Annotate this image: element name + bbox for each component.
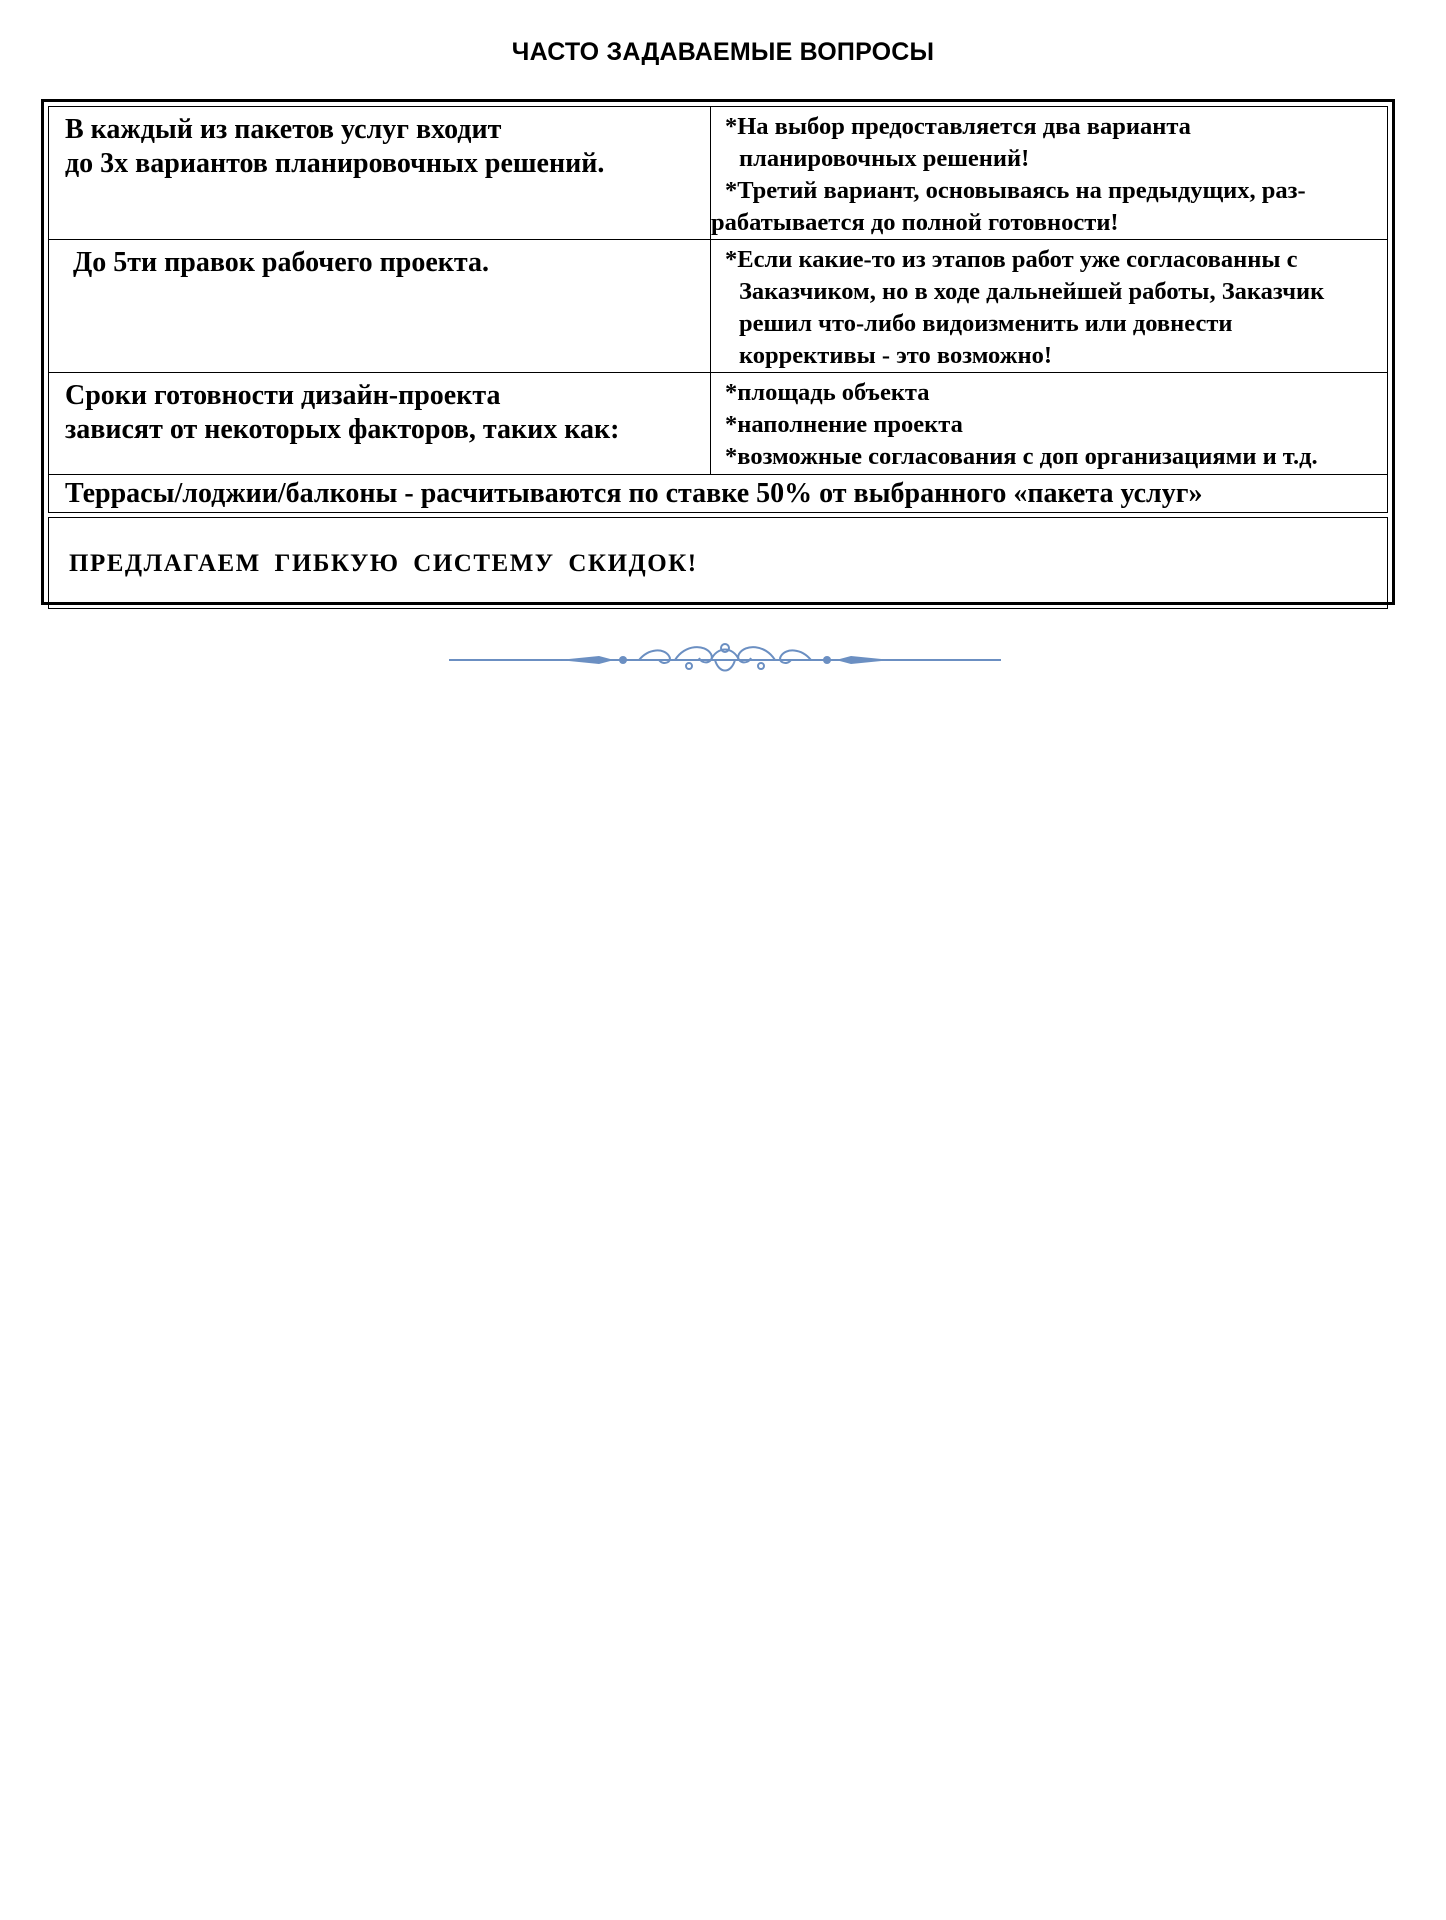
answer-cell — [711, 240, 1388, 373]
answer-line: решил что-либо видоизменить или довнести — [739, 310, 1233, 337]
question-cell — [49, 373, 711, 475]
question-line: до 3х вариантов планировочных решений. — [65, 148, 605, 179]
question-cell — [49, 240, 711, 373]
question-line: В каждый из пакетов услуг входит — [65, 114, 502, 145]
answer-line: рабатывается до полной готовности! — [711, 209, 1119, 236]
faq-table — [48, 106, 1388, 513]
answer-line: *возможные согласования с доп организациями и т.д. — [725, 443, 1318, 470]
question-line: Сроки готовности дизайн-проекта — [65, 380, 501, 411]
discount-note: ПРЕДЛАГАЕМ ГИБКУЮ СИСТЕМУ СКИДОК! — [48, 517, 1388, 609]
table-row — [49, 475, 1388, 513]
answer-line: *Если какие-то из этапов работ уже согласованны с — [725, 246, 1298, 273]
answer-line: коррективы - это возможно! — [739, 342, 1052, 369]
table-row — [49, 240, 1388, 373]
answer-cell — [711, 107, 1388, 240]
ornament-divider-icon — [449, 638, 1001, 682]
page-title: ЧАСТО ЗАДАВАЕМЫЕ ВОПРОСЫ — [511, 38, 935, 66]
answer-line: *наполнение проекта — [725, 411, 963, 438]
answer-line: *Третий вариант, основываясь на предыдущих, раз- — [725, 177, 1306, 204]
answer-line: *На выбор предоставляется два варианта — [725, 113, 1191, 140]
table-row — [49, 107, 1388, 240]
answer-cell — [711, 373, 1388, 475]
answer-line: *площадь объекта — [725, 379, 930, 406]
table-row — [49, 373, 1388, 475]
answer-line: Заказчиком, но в ходе дальнейшей работы, Заказчик — [739, 278, 1325, 305]
faq-frame — [41, 99, 1395, 605]
question-line: зависят от некоторых факторов, таких как: — [65, 414, 620, 445]
answer-line: планировочных решений! — [739, 145, 1030, 172]
question-line: До 5ти правок рабочего проекта. — [73, 247, 489, 278]
terraces-note: Террасы/лоджии/балконы - расчитываются по ставке 50% от выбранного «пакета услуг» — [49, 475, 1388, 513]
question-cell — [49, 107, 711, 240]
